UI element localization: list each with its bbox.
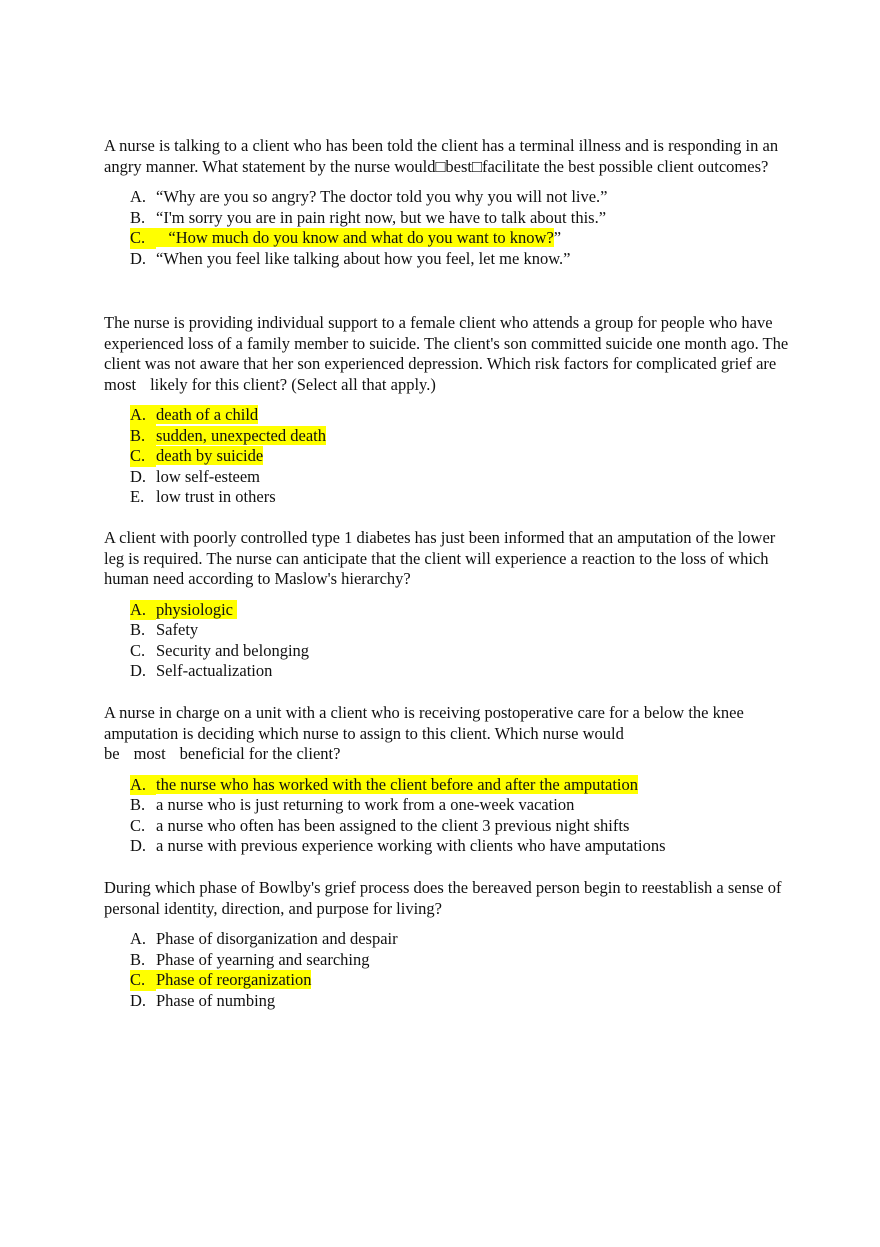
question-stem: A nurse in charge on a unit with a client who is receiving postoperative care for a below the knee amputation is deciding which nurse to assign to this client. Which nurse would be most beneficial for the client? — [104, 703, 744, 763]
question-1 — [104, 136, 794, 269]
question-3 — [104, 528, 794, 682]
option-e: E. low trust in others — [130, 487, 276, 506]
option-a-answer: A. physiologic — [130, 599, 238, 619]
option-b-answer: B. sudden, unexpected death — [130, 425, 326, 445]
option-a: A. “Why are you so angry? The doctor told you why you will not live.” — [130, 187, 608, 206]
option-c-answer: C. “How much do you know and what do you want to know?” — [130, 228, 562, 247]
option-list — [104, 929, 794, 1011]
option-a-answer: A. death of a child — [130, 405, 259, 424]
option-c-answer: C. death by suicide — [130, 446, 264, 465]
option-d: D. a nurse with previous experience working with clients who have amputations — [130, 836, 666, 855]
option-d: D. Phase of numbing — [130, 990, 276, 1010]
option-d: D. “When you feel like talking about how you feel, let me know.” — [130, 248, 571, 268]
question-2 — [104, 313, 794, 508]
question-stem: A client with poorly controlled type 1 diabetes has just been informed that an amputation of the lower leg is required. The nurse can anticipate that the client will experience a reaction to the loss of which human need according to Maslow's hierarchy? — [104, 528, 776, 588]
question-stem: The nurse is providing individual support to a female client who attends a group for people who have experienced loss of a family member to suicide. The client's son committed suicide one month ago. The client was not aware that her son experienced depression. Which risk factors for complicated grief aremost likely for this client? (Select all that apply.) — [104, 313, 789, 394]
question-5 — [104, 878, 794, 1011]
option-c: C. a nurse who often has been assigned to the client 3 previous night shifts — [130, 815, 630, 835]
option-list — [104, 187, 794, 269]
option-d: D. Self-actualization — [130, 661, 273, 680]
option-c: C. Security and belonging — [130, 640, 310, 660]
option-list — [104, 775, 794, 857]
option-c-answer: C. Phase of reorganization — [130, 970, 312, 989]
question-stem: A nurse is talking to a client who has been told the client has a terminal illness and is responding in an angry manner. What statement by the nurse would□best□facilitate the best possible client outcomes? — [104, 136, 779, 176]
question-4 — [104, 703, 794, 857]
question-stem: During which phase of Bowlby's grief process does the bereaved person begin to reestablish a sense of personal identity, direction, and purpose for living? — [104, 878, 782, 918]
option-d: D. low self-esteem — [130, 466, 261, 486]
option-b: B. Safety — [130, 620, 199, 639]
option-b: B. a nurse who is just returning to work from a one-week vacation — [130, 795, 575, 814]
option-b: B. “I'm sorry you are in pain right now, but we have to talk about this.” — [130, 207, 607, 227]
option-a-answer: A. the nurse who has worked with the client before and after the amputation — [130, 774, 639, 794]
option-b: B. Phase of yearning and searching — [130, 949, 370, 969]
option-a: A. Phase of disorganization and despair — [130, 929, 398, 948]
option-list — [104, 405, 794, 508]
option-list — [104, 600, 794, 682]
